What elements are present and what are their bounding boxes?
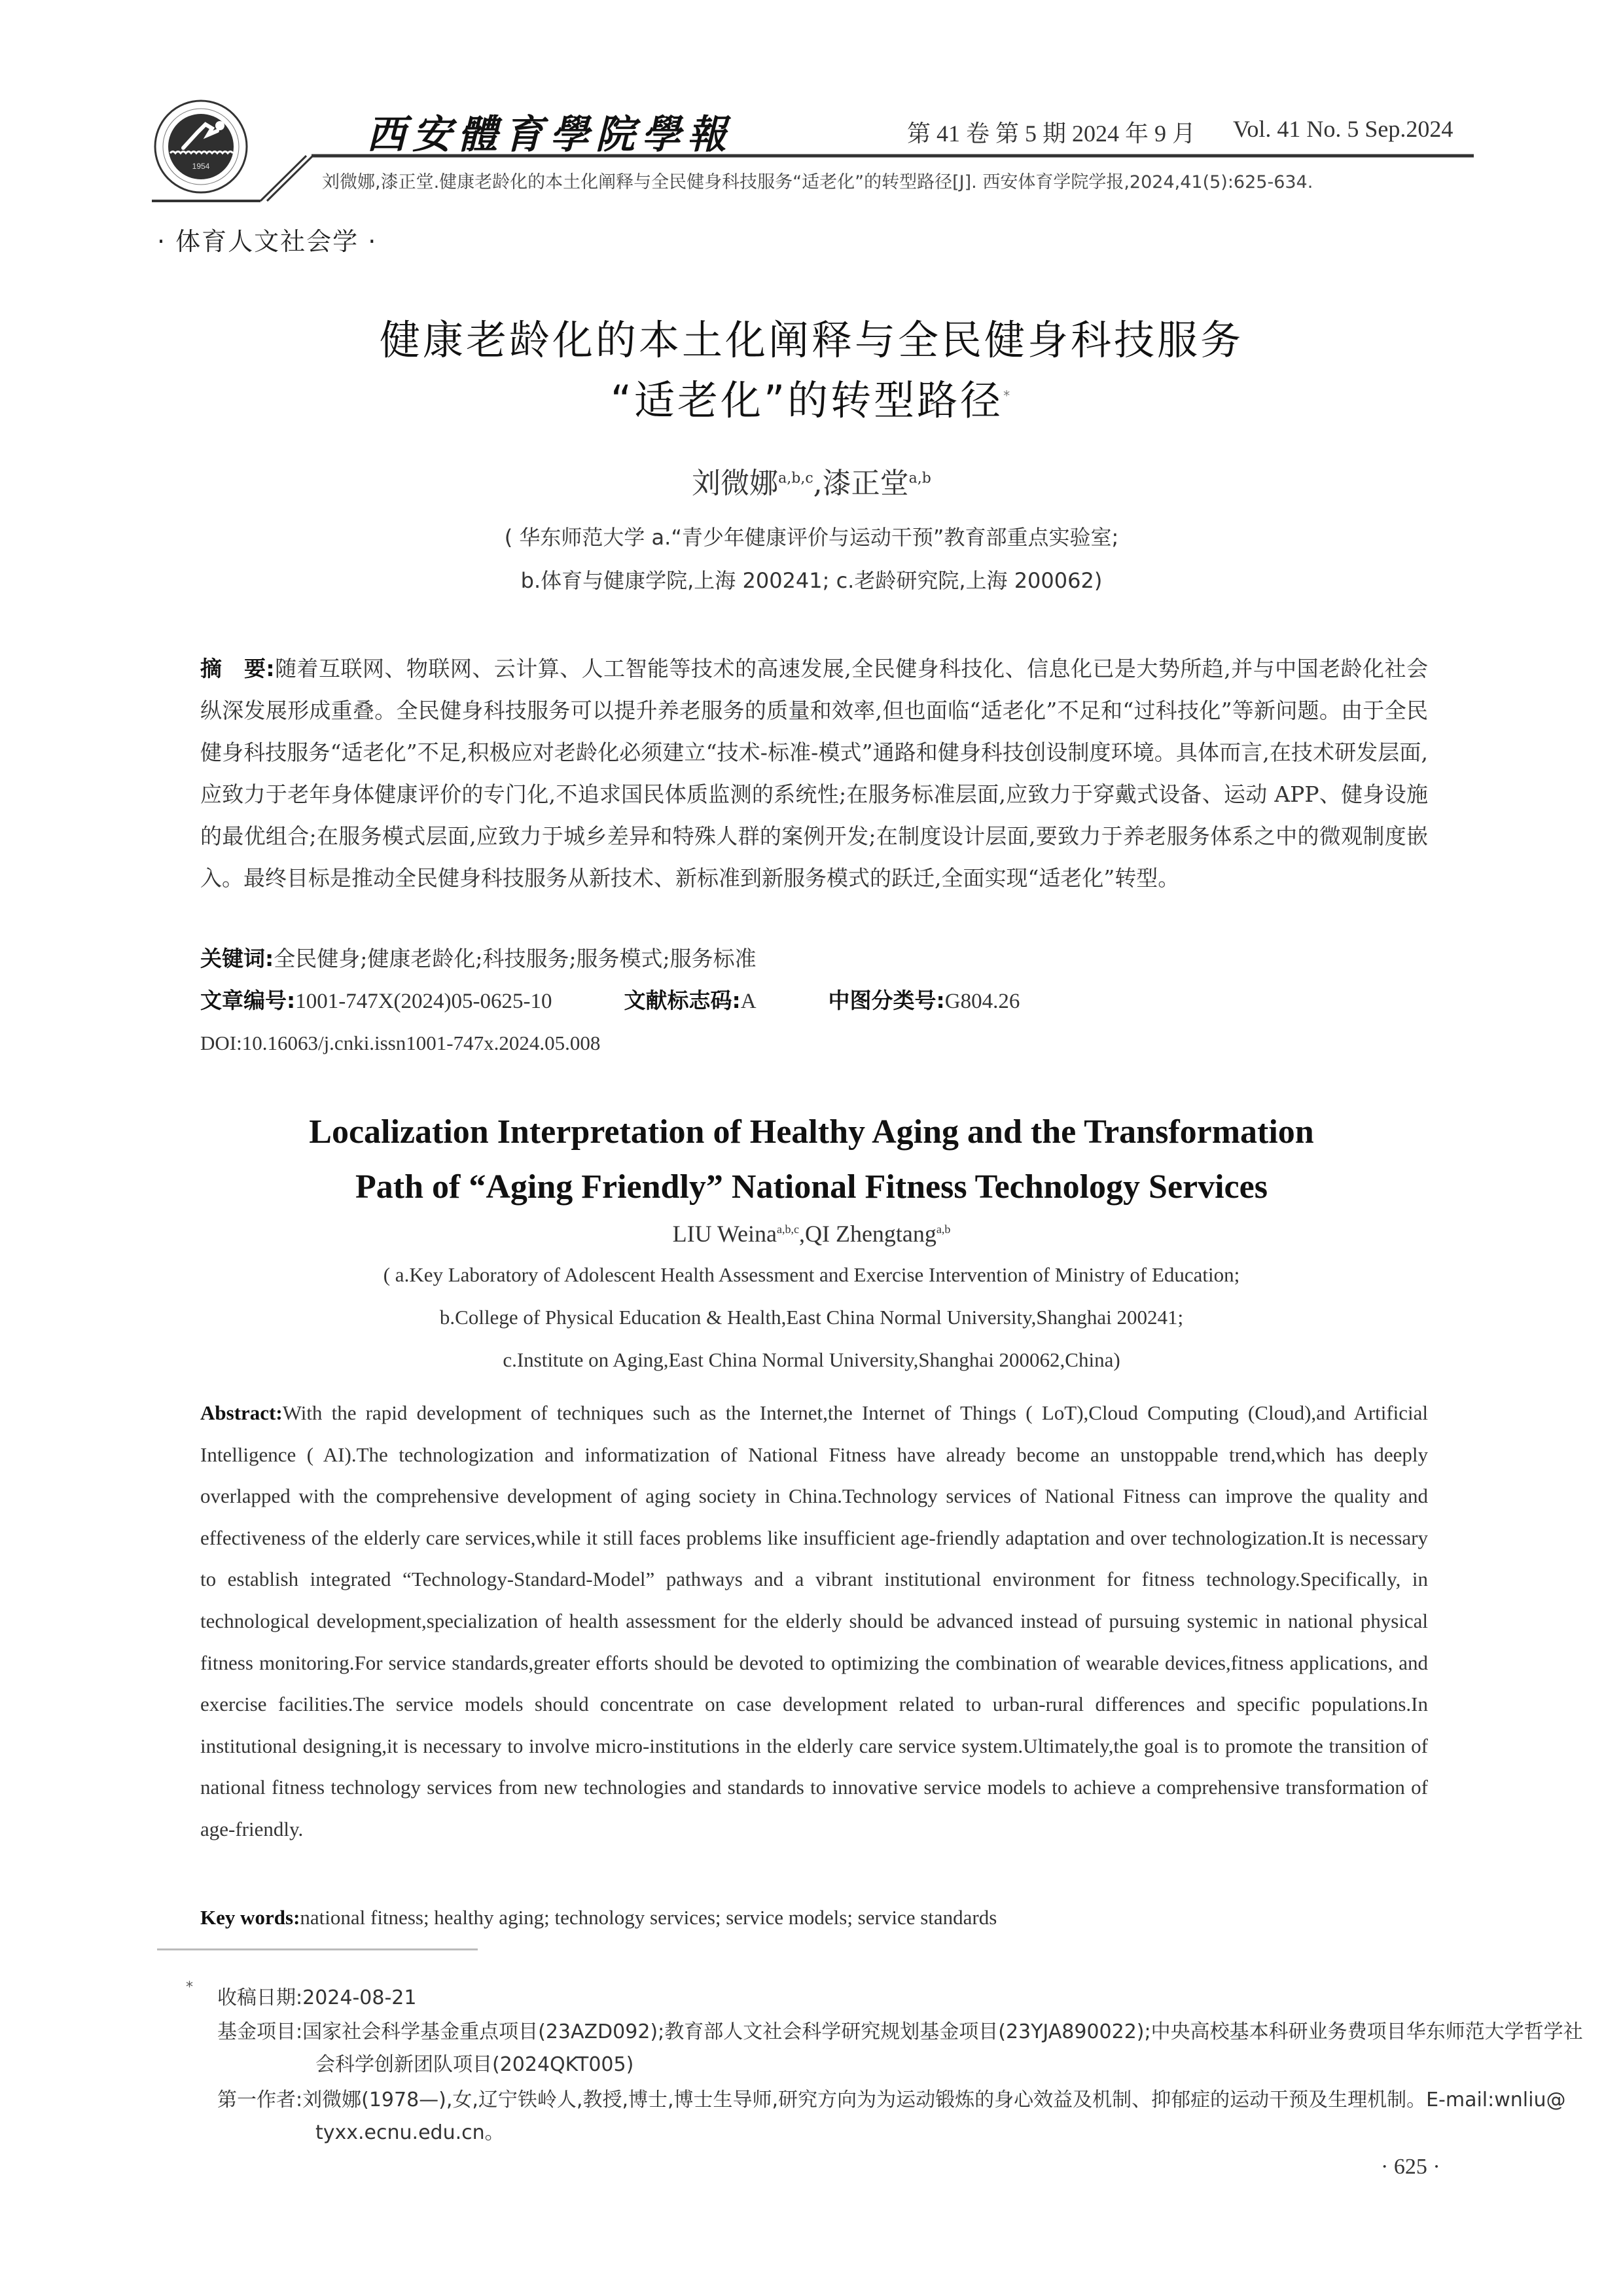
title-en-line-2: Path of “Aging Friendly” National Fitness Technology Services	[355, 1168, 1268, 1206]
affiliation-cn-line-2: b.体育与健康学院,上海 200241; c.老龄研究院,上海 200062)	[520, 568, 1103, 593]
keywords-en	[200, 1897, 1428, 1939]
affiliation-en-line-3: c.Institute on Aging,East China Normal University,Shanghai 200062,China)	[503, 1348, 1120, 1371]
keywords-cn	[200, 938, 1428, 980]
title-cn-line-1: 健康老龄化的本土化阐释与全民健身科技服务	[379, 316, 1243, 364]
title-footnote-mark: *	[1003, 387, 1013, 404]
author-cn-1: 刘微娜	[692, 467, 779, 500]
author-en-1: LIU Weina	[672, 1221, 777, 1247]
affiliation-cn-line-1: ( 华东师范大学 a.“青少年健康评价与运动干预”教育部重点实验室;	[504, 525, 1119, 550]
first-author-text: 刘微娜(1978—),女,辽宁铁岭人,教授,博士,博士生导师,研究方向为为运动锻炼的身心效益及机制、抑郁症的运动干预及生理机制。E-mail:wnliu@ tyxx.ecnu.edu.cn。	[302, 2089, 1566, 2144]
author-cn-2: 漆正堂	[822, 467, 909, 500]
keywords-cn-label: 关键词:	[200, 946, 274, 971]
title-cn-line-2-text: “适老化”的转型路径	[610, 376, 1004, 424]
received-label: 收稿日期:	[217, 1986, 303, 2009]
abstract-cn-label: 摘 要:	[200, 656, 275, 681]
title-cn-line-2	[0, 368, 1623, 426]
title-en-line-1: Localization Interpretation of Healthy Aging and the Transformation	[309, 1113, 1314, 1151]
footnote-received-date	[217, 1982, 416, 2015]
abstract-en	[200, 1392, 1428, 1850]
footnote-star: *	[186, 1979, 193, 1996]
journal-masthead: 西安體育學院學報	[366, 112, 733, 158]
author-en-separator: ,	[798, 1221, 805, 1247]
issue-info-cn: 第 41 卷 第 5 期 2024 年 9 月	[907, 120, 1196, 147]
first-author-label: 第一作者:	[217, 2089, 303, 2111]
keywords-cn-text: 全民健身;健康老龄化;科技服务;服务模式;服务标准	[274, 946, 757, 971]
article-no: 1001-747X(2024)05-0625-10	[295, 990, 552, 1013]
doi[interactable]: DOI:10.16063/j.cnki.issn1001-747x.2024.05.008	[200, 1031, 601, 1054]
abstract-en-text: With the rapid development of techniques such as the Internet,the Internet of Things ( LoT),Cloud Computing (Cloud),and Artificial Intelligence ( AI).The technologization and informatization of National Fitness have already become an unstoppable trend,which has deeply overlapped with the comprehensive development of aging society in China.Technology services of National Fitness can improve the quality and effectiveness of the elderly care services,while it still faces problems like insufficient age-friendly adaptation and over technologization.It is necessary to establish integrated “Technology-Standard-Model” pathways and a vibrant institutional environment for fitness technology.Specifically, in technological development,specialization of health assessment for the elderly should be advanced instead of pursuing systemic in national physical fitness monitoring.For service standards,greater efforts should be devoted to optimizing the combination of wearable devices,fitness applications, and exercise facilities.The service models should concentrate on case development related to urban-rural differences and specific populations.In institutional designing,it is necessary to involve micro-institutions in the elderly care service system.Ultimately,the goal is to promote the transition of national fitness technology services from new technologies and standards to innovative service models to achieve a comprehensive transformation of age-friendly.	[200, 1401, 1428, 1840]
page-number: · 625 ·	[1381, 2155, 1440, 2179]
clc-code: G804.26	[944, 990, 1020, 1013]
abstract-en-label: Abstract:	[200, 1401, 283, 1424]
journal-logo	[152, 97, 250, 202]
article-no-label: 文章编号:	[200, 988, 296, 1013]
affiliation-en-line-2: b.College of Physical Education & Health,East China Normal University,Shanghai 200241;	[439, 1306, 1184, 1329]
section-label: · 体育人文社会学 ·	[157, 227, 378, 256]
clc-label: 中图分类号:	[828, 988, 945, 1013]
article-meta-row	[200, 980, 1428, 1022]
abstract-cn	[200, 648, 1428, 899]
author-en-2-affil: a,b	[936, 1223, 951, 1236]
author-cn-1-affil: a,b,c	[778, 470, 813, 487]
author-en-2: QI Zhengtang	[804, 1221, 936, 1247]
doc-code: A	[740, 990, 757, 1013]
abstract-cn-text: 随着互联网、物联网、云计算、人工智能等技术的高速发展,全民健身科技化、信息化已是大势所趋,并与中国老龄化社会纵深发展形成重叠。全民健身科技服务可以提升养老服务的质量和效率,但也面临“适老化”不足和“过科技化”等新问题。由于全民健身科技服务“适老化”不足,积极应对老龄化必须建立“技术-标准-模式”通路和健身科技创设制度环境。具体而言,在技术研发层面,应致力于老年身体健康评价的专门化,不追求国民体质监测的系统性;在服务标准层面,应致力于穿戴式设备、运动 APP、健身设施的最优组合;在服务模式层面,应致力于城乡差异和特殊人群的案例开发;在制度设计层面,要致力于养老服务体系之中的微观制度嵌入。最终目标是推动全民健身科技服务从新技术、新标准到新服务模式的跃迁,全面实现“适老化”转型。	[200, 656, 1428, 891]
footnote-funding	[217, 2016, 1585, 2081]
author-separator: ,	[813, 467, 823, 500]
keywords-en-text: national fitness; healthy aging; technology services; service models; service standards	[300, 1906, 997, 1929]
citation-line: 刘微娜,漆正堂.健康老龄化的本土化阐释与全民健身科技服务“适老化”的转型路径[J]. 西安体育学院学报,2024,41(5):625-634.	[322, 172, 1313, 192]
authors-cn	[0, 459, 1623, 501]
logo-year: 1954	[192, 162, 210, 171]
fund-text: 国家社会科学基金重点项目(23AZD092);教育部人文社会科学研究规划基金项目(23YJA890022);中央高校基本科研业务费项目华东师范大学哲学社会科学创新团队项目(2024QKT005)	[302, 2020, 1583, 2076]
keywords-en-label: Key words:	[200, 1906, 300, 1929]
footnote-first-author	[217, 2084, 1585, 2149]
received-date: 2024-08-21	[302, 1986, 417, 2009]
author-cn-2-affil: a,b	[908, 470, 931, 487]
fund-label: 基金项目:	[217, 2020, 303, 2043]
doc-code-label: 文献标志码:	[624, 988, 741, 1013]
footnote-divider	[157, 1948, 478, 1950]
author-en-1-affil: a,b,c	[776, 1223, 799, 1236]
affiliation-en-line-1: ( a.Key Laboratory of Adolescent Health Assessment and Exercise Intervention of Ministry of Education;	[383, 1263, 1240, 1286]
authors-en	[0, 1220, 1623, 1247]
issue-info-en: Vol. 41 No. 5 Sep.2024	[1233, 116, 1454, 142]
